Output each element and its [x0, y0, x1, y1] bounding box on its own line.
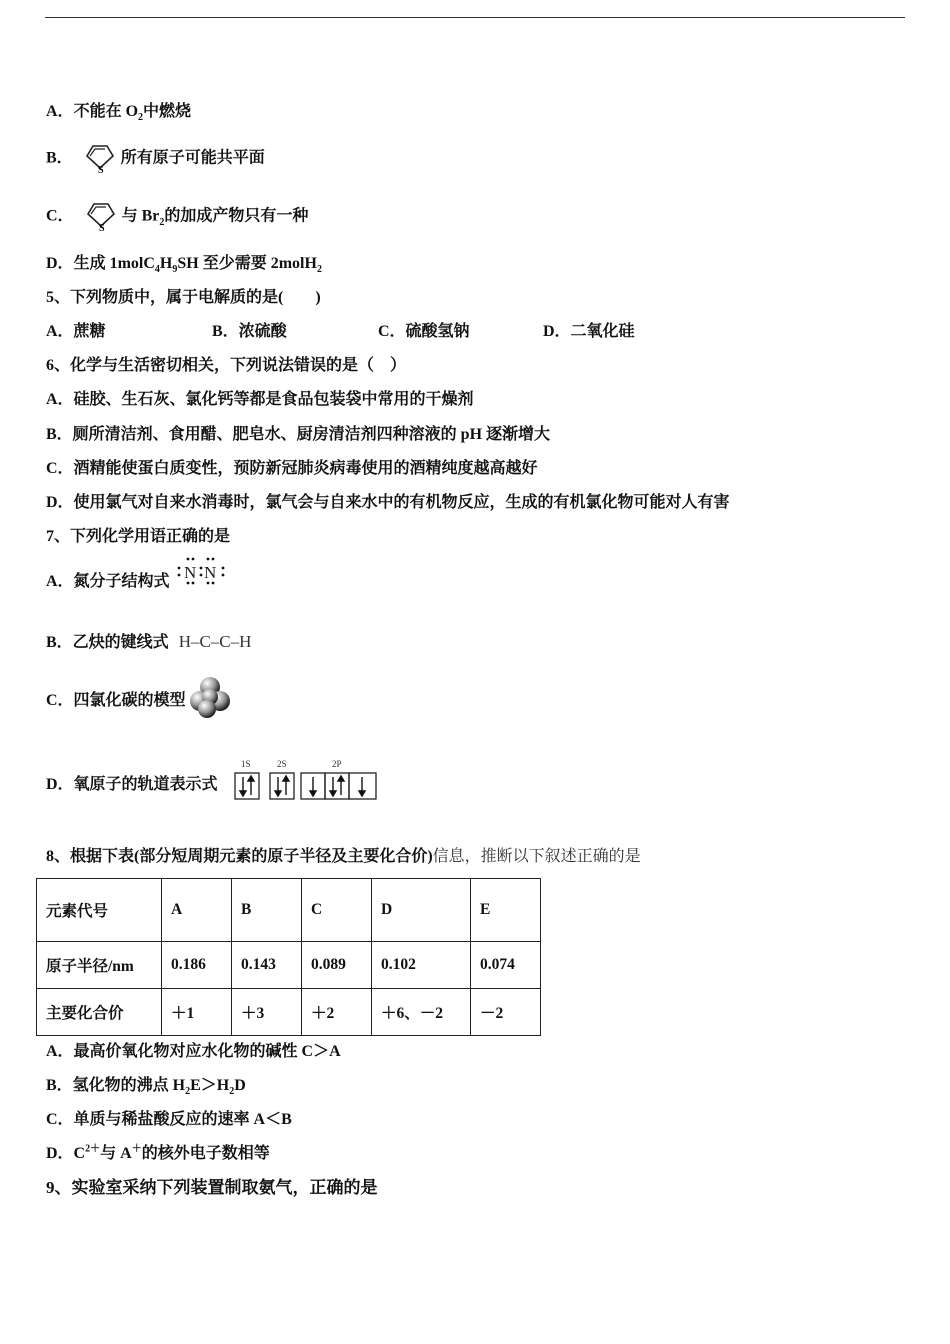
table-cell: 主要化合价 [37, 989, 162, 1036]
svg-text:1S: 1S [241, 759, 251, 769]
ccl4-space-filling-model [190, 676, 232, 718]
q4-option-c: C． S 与 $Br_2$的加成产物只有一种 [46, 200, 308, 234]
table-cell: －2 [471, 989, 541, 1036]
q5-option-c: C．硫酸氢钠 [378, 323, 470, 340]
q7-option-d: D．氧原子的轨道表示式 [46, 776, 218, 793]
table-row [37, 942, 541, 989]
q5-option-a: A．蔗糖 [46, 323, 106, 340]
thiophene-ring-icon [80, 200, 122, 234]
q6-option-a: A．硅胶、生石灰、氯化钙等都是食品包装袋中常用的干燥剂 [46, 391, 474, 408]
q4-option-b: B． S 所有原子可能共平面 [46, 142, 265, 176]
svg-text:2P: 2P [332, 759, 342, 769]
table-cell: 0.143 [232, 942, 302, 989]
table-cell: 原子半径/nm [37, 942, 162, 989]
q8-stem: 8、根据下表(部分短周期元素的原子半径及主要化合价)信息，推断以下叙述正确的是 [46, 846, 641, 865]
q5-stem: 5、下列物质中，属于电解质的是( ) [46, 289, 321, 306]
table-cell: B [232, 879, 302, 942]
table-cell: ＋3 [232, 989, 302, 1036]
q6-option-c: C．酒精能使蛋白质变性，预防新冠肺炎病毒使用的酒精纯度越高越好 [46, 460, 538, 477]
q8-option-c: C．单质与稀盐酸反应的速率 A＜B [46, 1111, 292, 1128]
table-cell: ＋2 [302, 989, 372, 1036]
table-cell: A [162, 879, 232, 942]
acetylene-formula: H–C–C–H [178, 632, 252, 651]
svg-text:N: N [184, 563, 197, 582]
svg-text:N: N [204, 563, 217, 582]
q6-stem: 6、化学与生活密切相关，下列说法错误的是（ ） [46, 357, 407, 374]
table-cell: 元素代号 [37, 879, 162, 942]
q8-option-a: A．最高价氧化物对应水化物的碱性 C＞A [46, 1043, 341, 1060]
table-cell: C [302, 879, 372, 942]
oxygen-orbital-diagram [232, 758, 382, 802]
table-cell: 0.074 [471, 942, 541, 989]
q6-option-d: D．使用氯气对自来水消毒时，氯气会与自来水中的有机物反应，生成的有机氯化物可能对人有害 [46, 494, 730, 511]
table-cell: 0.102 [372, 942, 471, 989]
header-rule [45, 17, 905, 18]
element-table [36, 878, 541, 1036]
q8-option-d: D．$C^{2+}$与 A＋的核外电子数相等 [46, 1143, 270, 1162]
q4-option-a: A．不能在 $O_2$中燃烧 [46, 103, 192, 124]
table-cell: ＋1 [162, 989, 232, 1036]
q5-option-d: D．二氧化硅 [543, 323, 635, 340]
table-row [37, 989, 541, 1036]
table-cell: 0.186 [162, 942, 232, 989]
table-cell: D [372, 879, 471, 942]
q6-option-b: B．厕所清洁剂、食用醋、肥皂水、厨房清洁剂四种溶液的 pH 逐渐增大 [46, 426, 551, 443]
table-header-row [37, 879, 541, 942]
q7-option-b: B．乙炔的键线式 H–C–C–H [46, 632, 252, 651]
q4-option-d: D．生成 $1molC_4H_9SH$ 至少需要 2molH$_2$ [46, 255, 322, 276]
q7-option-a: A．氮分子结构式 [46, 573, 170, 590]
q5-option-b: B．浓硫酸 [212, 323, 287, 340]
table-cell: ＋6、－2 [372, 989, 471, 1036]
q7-option-c: C．四氯化碳的模型 [46, 692, 186, 709]
table-cell: E [471, 879, 541, 942]
q7-stem: 7、下列化学用语正确的是 [46, 528, 231, 545]
nitrogen-lewis-structure [174, 556, 228, 586]
svg-text:S: S [98, 223, 105, 234]
thiophene-ring-icon [79, 142, 121, 176]
q8-option-b: B．氢化物的沸点 $H_2E>H_2D$ [46, 1077, 246, 1098]
svg-text:2S: 2S [277, 759, 287, 769]
q9-stem: 9、实验室采纳下列装置制取氨气，正确的是 [46, 1178, 378, 1197]
table-cell: 0.089 [302, 942, 372, 989]
svg-text:S: S [97, 165, 104, 176]
